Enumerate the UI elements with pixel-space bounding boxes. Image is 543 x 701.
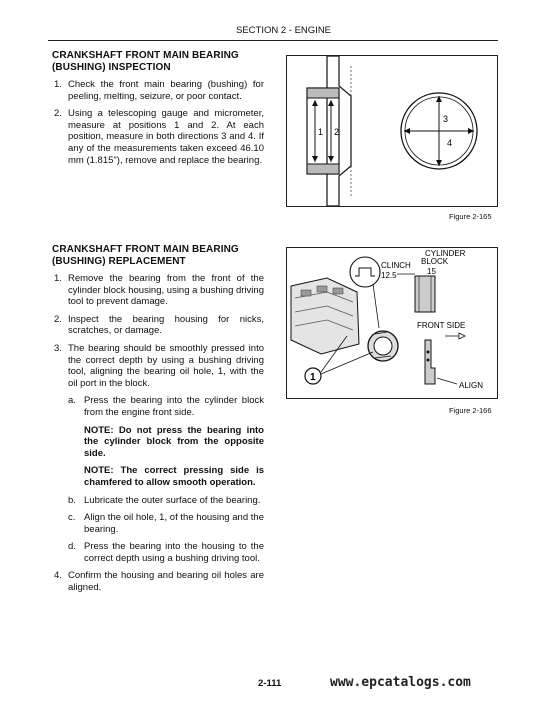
label-4: 4 [447, 138, 453, 148]
figure-2-165-caption: Figure 2-165 [449, 212, 492, 221]
block-label: BLOCK [421, 257, 449, 266]
step-item: 4. Confirm the housing and bearing oil holes are aligned. [54, 570, 264, 594]
inspection-steps [52, 79, 264, 166]
header-rule [48, 40, 498, 41]
substep-item: b. Lubricate the outer surface of the bearing. [68, 494, 261, 506]
figure-2-166 [286, 247, 498, 399]
watermark-text: www.epcatalogs.com [330, 675, 471, 690]
step-item: 2. Using a telescoping gauge and micrometer, measure at positions 1 and 2. At each position, measure in both directions 3 and 4. If any of the measurements taken exceed 46.10 mm (1.815"), remove and replace the bearing. [54, 108, 264, 166]
replacement-section [52, 244, 264, 600]
inspection-section [52, 50, 264, 172]
block-value: 15 [427, 267, 436, 276]
figure-2-166-caption: Figure 2-166 [449, 406, 492, 415]
label-2: 2 [334, 127, 340, 137]
bearing-replacement-diagram [287, 248, 497, 398]
substep-item: c. Align the oil hole, 1, of the housing and the bearing. [68, 512, 264, 535]
cylinder-label: CYLINDER [425, 249, 466, 258]
replacement-title: CRANKSHAFT FRONT MAIN BEARING (BUSHING) REPLACEMENT [52, 244, 239, 267]
label-3: 3 [443, 114, 449, 124]
replacement-steps [52, 273, 264, 594]
step-item: 1. Remove the bearing from the front of the cylinder block housing, using a bushing driving tool to prevent damage. [54, 273, 264, 308]
substep-item: d. Press the bearing into the housing to the correct depth using a bushing driving tool. [68, 541, 264, 564]
step-item: 2. Inspect the bearing housing for nicks, scratches, or damage. [54, 313, 264, 337]
bearing-inspection-diagram [287, 56, 497, 206]
inspection-title: CRANKSHAFT FRONT MAIN BEARING (BUSHING) INSPECTION [52, 50, 239, 73]
page-number: 2-111 [258, 678, 282, 689]
step-item: 1. Check the front main bearing (bushing) for peeling, melting, seizure, or poor contact. [54, 79, 264, 102]
substep-item: a. Press the bearing into the cylinder block from the engine front side. NOTE: Do not press the bearing into the cylinder block from the opposite side. NOTE: The correct pressing side is chamfered to allow smooth operation. [68, 395, 264, 488]
note-text: NOTE: Do not press the bearing into the cylinder block from the opposite side. [84, 424, 264, 459]
step-item: 3. The bearing should be smoothly pressed into the correct depth by using a bushing driving tool, aligning the bearing oil hole, 1, with the oil port in the block. a. Press the bearing into the cylinder block from the engine front side. NOTE: Do not press the bearing into the cylinder block from the opposite side. NOTE: The correct pressing side is chamfered to allow smooth operation. b. Lubricate the outer surface of the bearing. c. Align the oil hole, 1, of the housing and the bearing. d. Press the bearing into the housing to the correct depth using a bushing driving tool. [54, 342, 264, 564]
section-header: SECTION 2 - ENGINE [236, 25, 332, 36]
figure-2-165 [286, 55, 498, 207]
callout-1: 1 [310, 372, 316, 383]
clinch-label: CLINCH [381, 261, 411, 270]
front-side-label: FRONT SIDE [417, 321, 466, 330]
note-text: NOTE: The correct pressing side is chamfered to allow smooth operation. [84, 465, 264, 488]
clinch-value: 12.5 [381, 271, 397, 280]
label-1: 1 [318, 127, 324, 137]
align-label: ALIGN [459, 381, 484, 390]
